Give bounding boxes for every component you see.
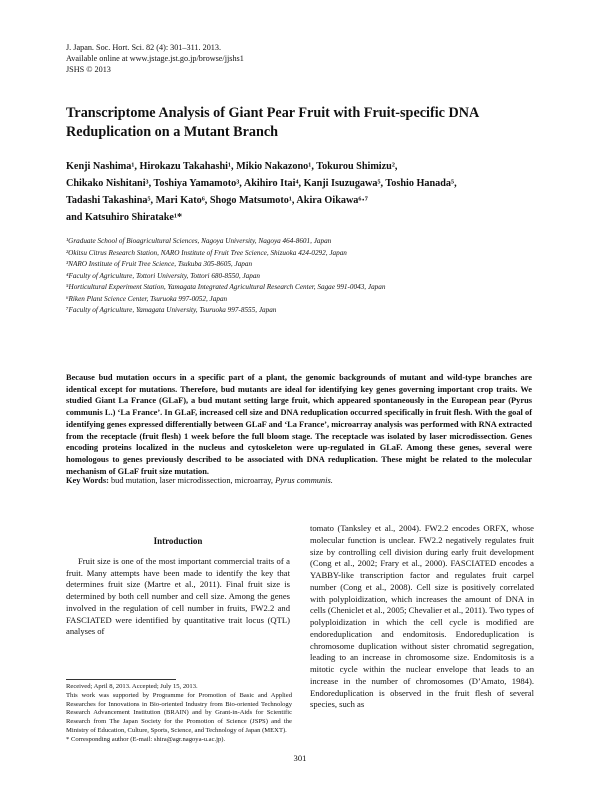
section-heading-introduction: Introduction (153, 536, 203, 546)
journal-availability: Available online at www.jstage.jst.go.jp/browse/jjshs1 (66, 54, 244, 63)
author-line: Chikako Nishitani³, Toshiya Yamamoto³, Akihiro Itai⁴, Kanji Isuzugawa⁵, Toshio Hanada⁵, (66, 178, 457, 189)
affiliation: ⁷Faculty of Agriculture, Yamagata University, Tsuruoka 997-8555, Japan (66, 306, 277, 314)
right-column (310, 523, 534, 711)
author-line: Kenji Nashima¹, Hirokazu Takahashi¹, Mikio Nakazono¹, Tokurou Shimizu², (66, 161, 398, 172)
keywords (66, 475, 532, 486)
footnotes (66, 683, 292, 745)
affiliation: ⁶Riken Plant Science Center, Tsuruoka 997-0052, Japan (66, 294, 228, 303)
footnote-funding: This work was supported by Programme for Promotion of Basic and Applied Researches for Innovations in Bio-oriented Industry from Bio-oriented Technology Research Advancement Institution (BRAIN) and by Grant-in-Aids for Scientific Research from The Japan Society for the Promotion of Science (JSPS) and the Ministry of Education, Culture, Sports, Science, and Technology of Japan (MEXT). (66, 691, 292, 734)
author-line: and Katsuhiro Shiratake¹* (66, 212, 183, 223)
affiliation: ⁴Faculty of Agriculture, Tottori University, Tottori 680-8550, Japan (66, 271, 261, 280)
footnote-corresponding: * Corresponding author (E-mail: shira@agr.nagoya-u.ac.jp). (66, 735, 226, 743)
paper-title (66, 104, 526, 142)
keywords-species: Pyrus communis. (275, 476, 333, 485)
page-number: 301 (293, 753, 307, 763)
abstract: Because bud mutation occurs in a specific part of a plant, the genomic backgrounds of mutant and wild-type branches are identical except for mutations. Therefore, bud mutants are ideal for identifying key genes governing important crop traits. We studied Giant La France (GLaF), a bud mutant setting large fruit, which appeared spontaneously in the European pear (Pyrus communis L.) ‘La France’. In GLaF, increased cell size and DNA reduplication occurred specifically in fruit flesh. With the goal of identifying genes expressed differentially between GLaF and ‘La France’, microarray analysis was performed with RNA extracted from the receptacle (fruit flesh) 1 week before the full bloom stage. The receptacle was isolated by laser microdissection. Genes encoding proteins localized in the nucleus and cytoskeleton were up-regulated in GLaF. Among these genes, several were homologous to genes previously described to be associated with DNA reduplication. These might be related to the molecular mechanism of GLaF fruit size mutation. (66, 373, 532, 476)
journal-citation: J. Japan. Soc. Hort. Sci. 82 (4): 301–311. 2013. (66, 43, 222, 52)
footnote-divider (66, 679, 176, 680)
affiliation: ³NARO Institute of Fruit Tree Science, Tsukuba 305-8605, Japan (66, 260, 253, 268)
author-list (66, 158, 536, 226)
footnote-received: Received; April 8, 2013. Accepted; July 15, 2013. (66, 683, 198, 690)
author-line: Tadashi Takashina⁵, Mari Kato⁶, Shogo Matsumoto¹, Akira Oikawa⁶·⁷ (66, 195, 368, 206)
introduction-continued: tomato (Tanksley et al., 2004). FW2.2 encodes ORFX, whose molecular function is unclear. FW2.2 negatively regulates fruit size by controlling cell division during early fruit development (Cong et al., 2002; Frary et al., 2000). FASCIATED encodes a YABBY-like transcription factor and regulates fruit carpel number (Cong et al., 2008). Cell size is positively correlated with polyploidization, which increases the amount of DNA in cells (Cheniclet et al., 2005; Chevalier et al., 2011). Two types of polyploidization in which the cell cycle is modified are endoreduplication and endomitosis. Endoreduplication is chromosome duplication without sister chromatid segregation, leading to an increase in chromosome size. Endomitosis is a mitotic cycle within the nuclear envelope that leads to an increase in the number of chromosomes (D’Amato, 1984). Endoreduplication is observed in the fruit flesh of several species, such as (310, 523, 534, 710)
title-line: Reduplication on a Mutant Branch (66, 124, 279, 140)
affiliation: ⁵Horticultural Experiment Station, Yamagata Integrated Agricultural Research Center, Sagae 991-0043, Japan (66, 283, 386, 291)
title-line: Transcriptome Analysis of Giant Pear Fruit with Fruit-specific DNA (66, 105, 480, 121)
affiliation-list (66, 236, 536, 317)
left-column (66, 528, 290, 638)
introduction-paragraph: Fruit size is one of the most important commercial traits of a fruit. Many attempts have been made to identify the key that determines fruit size (Martre et al., 2011). Final fruit size is determined by both cell number and cell size. Among the genes involved in the regulation of cell number in fruits, FW2.2 and FASCIATED were identified by quantitative trait locus (QTL) analyses of (66, 555, 290, 637)
journal-copyright: JSHS © 2013 (66, 65, 111, 74)
keywords-label: Key Words: (66, 476, 109, 485)
affiliation: ²Okitsu Citrus Research Station, NARO Institute of Fruit Tree Science, Shizuoka 424-0292, Japan (66, 248, 347, 257)
affiliation: ¹Graduate School of Bioagricultural Sciences, Nagoya University, Nagoya 464-8601, Japan (66, 237, 332, 245)
keywords-text: bud mutation, laser microdissection, microarray, (110, 476, 274, 485)
journal-header (66, 42, 244, 75)
